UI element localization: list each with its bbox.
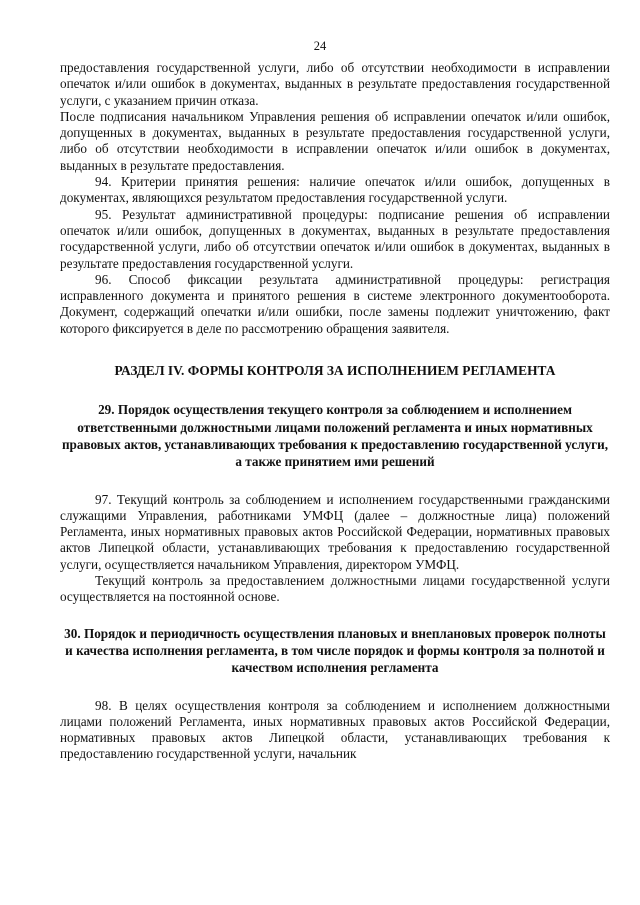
paragraph-95: 95. Результат административной процедуры: подписание решения об исправлении опечаток и/или ошибок, допущенных в документах, выданных в результате предоставления государственной услуги, либо об отсутствии опечаток и/или ошибок в документах, выданных в результате предоставления государственной услуги. [60,206,610,271]
paragraph-after-signing: После подписания начальником Управления решения об исправлении опечаток и/или ошибок, допущенных в документах, выданных в результате предоставления государственной услуги, либо об отсутствии необходимости в исправлении опечаток и/или ошибок в документах, выданных в результате предоставления. [60,108,610,173]
page-number: 24 [313,39,327,53]
paragraph-98: 98. В целях осуществления контроля за соблюдением и исполнением должностными лицами положений Регламента, иных нормативных правовых актов Российской Федерации, нормативных правовых актов Липецкой области, устанавливающих требования к предоставлению государственной услуги, начальник [60,697,610,762]
section-heading: РАЗДЕЛ IV. ФОРМЫ КОНТРОЛЯ ЗА ИСПОЛНЕНИЕМ РЕГЛАМЕНТА [114,363,556,379]
subheading-30: 30. Порядок и периодичность осуществления плановых и внеплановых проверок полноты и качества исполнения регламента, в том числе порядок и формы контроля за полнотой и качеством исполнения регламента [64,625,606,676]
subheading-29: 29. Порядок осуществления текущего контроля за соблюдением и исполнением ответственными должностными лицами положений регламента и иных нормативных правовых актов, устанавливающих требования к предоставлению государственной услуги, а также принятием ими решений [61,402,609,470]
page-body [60,60,610,763]
paragraph-94: 94. Критерии принятия решения: наличие опечаток и/или ошибок, допущенных в документах, являющихся результатом предоставления государственной услуги. [60,174,610,206]
paragraph-continuation: предоставления государственной услуги, либо об отсутствии необходимости в исправлении опечаток и/или ошибок в документах, выданных в результате предоставления государственной услуги, с указанием причин отказа. [60,60,610,108]
paragraph-current-control: Текущий контроль за предоставлением должностными лицами государственной услуги осуществляется на постоянной основе. [60,573,610,605]
paragraph-97: 97. Текущий контроль за соблюдением и исполнением государственными гражданскими служащими Управления, работниками УМФЦ (далее – должностные лица) положений Регламента, иных нормативных правовых актов Российской Федерации, нормативных правовых актов Липецкой области, устанавливающих требования к предоставлению государственной услуги, осуществляется начальником Управления, директором УМФЦ. [60,491,610,572]
paragraph-96: 96. Способ фиксации результата административной процедуры: регистрация исправленного документа и принятого решения в системе электронного документооборота. Документ, содержащий опечатки и/или ошибки, после замены подлежит уничтожению, факт которого фиксируется в деле по рассмотрению обращения заявителя. [60,271,610,336]
